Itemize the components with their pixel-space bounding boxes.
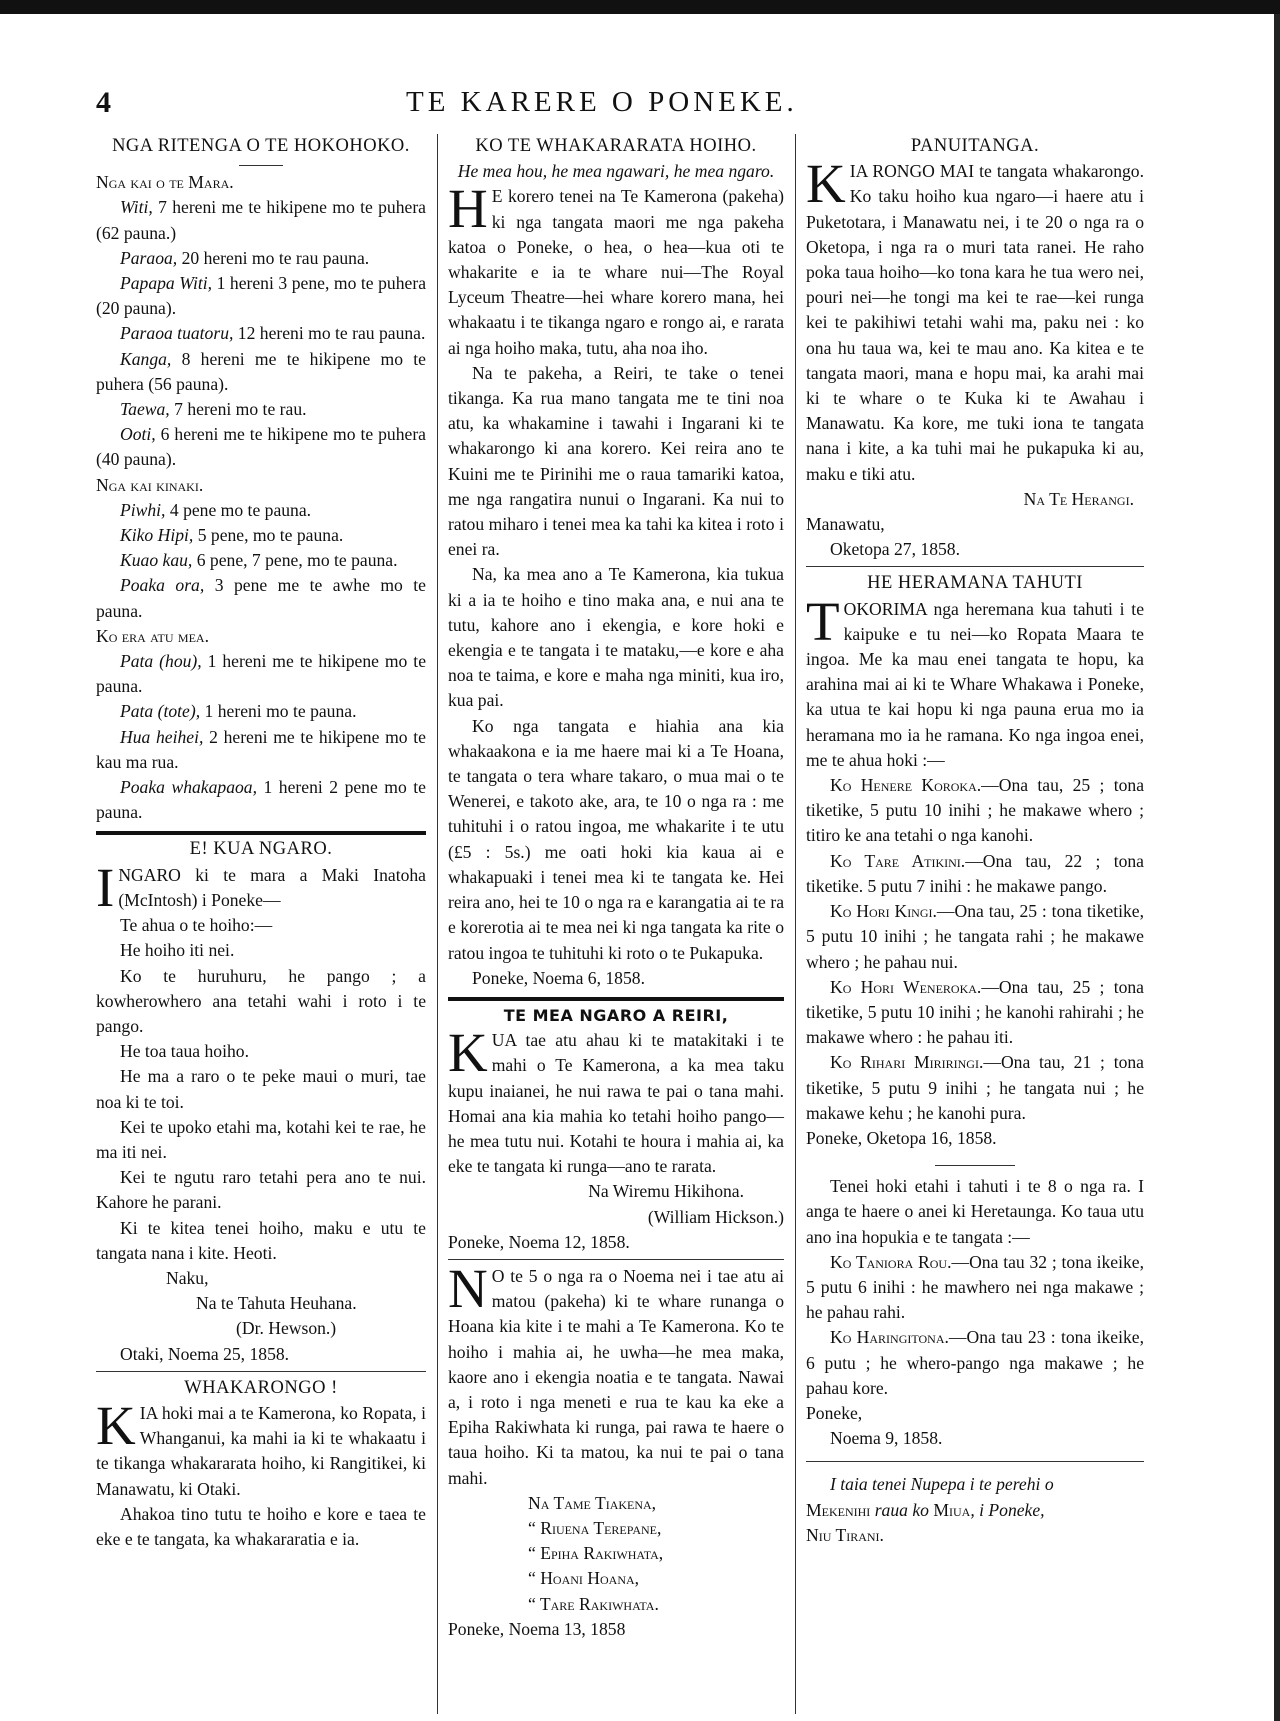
price-item-name: Ooti, <box>120 424 156 445</box>
sailor-details: —Ona tau, 21 ; tona tiketike, 5 putu 9 inihi ; he tangata nui ; he makawe kehu ; he kanohi pura. <box>806 1052 1144 1123</box>
kua-ngaro-body <box>96 913 426 1266</box>
column-1 <box>96 134 426 1552</box>
noema-signers <box>448 1491 784 1617</box>
short-rule <box>239 165 283 166</box>
noema-signer: “ Tare Rakiwhata. <box>528 1593 659 1614</box>
price-item <box>96 649 426 699</box>
whakararata-p2: Na te pakeha, a Reiri, te take o tenei tikanga. Ka rua mano tangata me te tini noa atu, ka whakamine i tawahi i Ingarani ki te whakarongo ki ana korero. Kei reira ano te Kuini me te Pirinihi me o raua tamariki katoa, me nga rangatira nunui o Ingarani. Ka nui to ratou miharo i tenei mea ka tahi ka kitea i roto i enei ra. <box>448 362 784 560</box>
imprint-name-2: Miua <box>933 1499 971 1520</box>
panuitanga-sig: Na Te Herangi. <box>1023 488 1134 509</box>
price-item-name: Witi, <box>120 197 153 218</box>
sailor-entry <box>806 773 1144 849</box>
whakararata-p1: E korero tenei na Te Kamerona (pakeha) ki nga tangata maori me nga pakeha katoa o Poneke, o hea, o hea—kua oti te whakarite e ia te whare nui—The Royal Lyceum Theatre—hei whare korero mana, hei whakaatu i te tikanga ngaro e rongo ai, e rarata ai nga hoiho maka, tutu, aha noa iho. <box>448 186 784 358</box>
imprint-text-2: raua ko <box>870 1499 934 1520</box>
heramana-p1: OKORIMA nga heremana kua tahuti i te kaipuke e tu nei—ko Ropata Maara te ingoa. Me ka mau enei tangata te hopu, ka arahina mai ai ki te Whare Whakawa i Poneke, ka utua te kai hopu ki nga pauna erua mo ia heramana mo ia he ramana. Ko nga ingoa enei, me te ahua hoki :— <box>806 598 1144 770</box>
price-item-text: 7 hereni mo te rau. <box>169 399 307 420</box>
price-item <box>96 347 426 397</box>
column-2 <box>448 134 784 1642</box>
reiri-sig-2: (William Hickson.) <box>647 1206 784 1227</box>
reiri-date: Poneke, Noema 12, 1858. <box>448 1231 630 1252</box>
price-item-text: 1 hereni 3 pene, mo te puhera (20 pauna). <box>96 273 426 319</box>
ritenga-subhead-1: Nga kai o te Mara. <box>96 172 234 193</box>
price-item-name: Poaka whakapaoa, <box>120 777 257 798</box>
price-item-name: Paraoa tuatoru, <box>120 323 234 344</box>
imprint-line-1: I taia tenei Nupepa i te perehi o <box>830 1474 1054 1495</box>
drop-cap: K <box>96 1394 136 1456</box>
tahuti2-p1: Tenei hoki etahi i tahuti i te 8 o nga ra. I anga te haere o anei ki Heretaunga. Ko taua utu ano ina hopukia e te tangata :— <box>806 1176 1144 1247</box>
reiri-p1: UA tae atu ahau ki te matakitaki i te mahi o Te Kamerona, a ka mea taku kupu inaianei, he nui rawa te pai o tana mahi. Homai ana kia mahia ko tetahi hoiho pango—he mea tutu nui. Kotahi te houra i mahia ai, ka eke te tangata ki runga—ano te rarata. <box>448 1030 784 1177</box>
whakararata-p3: Na, ka mea ano a Te Kamerona, kia tukua ki a ia te hoiho e tino maka ana, e nui ana te tutu, kahore ano i ekengia, e kore hoki e ekengia e te tangata i te mataku,—e kore e aha noa te taima, e kore e maha nga miniti, kua iro, kua pai. <box>448 564 784 711</box>
whakarongo-text-1: IA hoki mai a te Kamerona, ko Ropata, i Whanganui, ka mahi ia ki te whakaatu i te tikanga whakararata hoiho, ki Rangitikei, ki Manawatu, ki Otaki. <box>96 1402 426 1499</box>
sailor-details: —Ona tau 23 : tona ikeike, 6 putu ; he whero-pango nga makawe ; he pahau kore. <box>806 1327 1144 1398</box>
price-item <box>96 498 426 523</box>
column-3 <box>806 134 1144 1548</box>
kua-ngaro-date: Otaki, Noema 25, 1858. <box>120 1343 290 1364</box>
price-item-name: Paraoa, <box>120 247 178 268</box>
price-item-name: Papapa Witi, <box>120 273 213 294</box>
price-item-name: Poaka ora, <box>120 575 205 596</box>
drop-cap: K <box>806 153 846 215</box>
sailor-list-2 <box>806 1250 1144 1401</box>
drop-cap: T <box>806 590 840 652</box>
heramana-heading: HE HERAMANA TAHUTI <box>867 573 1083 594</box>
ritenga-subhead-2: Nga kai kinaki. <box>96 474 204 495</box>
thin-rule <box>96 1371 426 1372</box>
whakarongo-text-2: Ahakoa tino tutu te hoiho e kore e taea te eke e te tangata, ka whakararatia e ia. <box>96 1503 426 1549</box>
whakararata-p4: Ko nga tangata e hiahia ana kia whakaakona e ia me haere mai ki a Te Hoana, te tangata o tera whare takaro, o mua mai o te Wenerei, e takoto ake, ara, te 10 o nga ra : me tuhituhi i o ratou ingoa, me whakarite i te utu (£5 : 5s.) me oati hoki kia kaua ai e whakapuaki i tenei mea ki te tangata ke. Hei reira ano, hei te 10 o nga ra e karangatia ai te ra e korerotia ai te mea nei ki nga tangata ka rite o ratou ingoa te tuhituhi ki roto o te Pukapuka. <box>448 715 784 963</box>
price-item <box>96 523 426 548</box>
column-divider-2 <box>795 134 796 1714</box>
sailor-name: Ko Tare Atikini. <box>830 850 966 871</box>
page-header <box>96 86 1196 126</box>
price-item-text: 3 pene me te awhe mo te pauna. <box>96 575 426 621</box>
price-item-text: 6 hereni me te hikipene mo te puhera (40 pauna). <box>96 424 426 470</box>
tahuti2-place: Poneke, <box>806 1402 863 1423</box>
price-item-text: 1 hereni 2 pene mo te pauna. <box>96 777 426 823</box>
price-item-text: 1 hereni mo te pauna. <box>200 701 357 722</box>
sailor-list-1 <box>806 773 1144 1126</box>
drop-cap: N <box>448 1257 488 1319</box>
sailor-name: Ko Rihari Miriringi. <box>830 1052 984 1073</box>
sailor-details: —Ona tau 32 ; tona ikeike, 5 putu 6 inihi : he mawhero nei nga makawe ; he pahau rahi. <box>806 1251 1144 1323</box>
sailor-entry <box>806 1050 1144 1126</box>
price-item <box>96 397 426 422</box>
sailor-name: Ko Hori Kingi. <box>830 901 937 922</box>
drop-cap: H <box>448 178 488 240</box>
imprint-place: Niu Tirani. <box>806 1524 884 1545</box>
kua-ngaro-sig-2: Na te Tahuta Heuhana. <box>196 1293 357 1314</box>
noema-signer: “ Hoani Hoana, <box>528 1568 640 1589</box>
heramana-date: Poneke, Oketopa 16, 1858. <box>806 1127 997 1148</box>
panuitanga-heading: PANUITANGA. <box>910 136 1040 156</box>
price-item-name: Pata (tote), <box>120 701 201 722</box>
sailor-entry <box>806 849 1144 899</box>
price-list-2 <box>96 498 426 624</box>
price-item <box>96 699 426 724</box>
price-item-text: 8 hereni me te hikipene mo te puhera (56 pauna). <box>96 348 426 394</box>
price-item-name: Piwhi, <box>120 499 166 520</box>
price-item <box>96 422 426 472</box>
price-item-text: 1 hereni me te hikipene mo te pauna. <box>96 651 426 697</box>
noema-signer: “ Riuena Terepane, <box>528 1517 662 1538</box>
thin-rule <box>806 566 1144 567</box>
sailor-entry <box>806 975 1144 1051</box>
kua-ngaro-line: Ki te kitea tenei hoiho, maku e utu te tangata nana i kite. Heoti. <box>96 1217 426 1263</box>
kua-ngaro-intro: NGARO ki te mara a Maki Inatoha (McIntosh) i Poneke— <box>118 864 426 910</box>
price-item-name: Kanga, <box>120 348 172 369</box>
price-item-text: 20 hereni mo te rau pauna. <box>177 247 370 268</box>
price-item <box>96 246 426 271</box>
kua-ngaro-line: He ma a raro o te peke maui o muri, tae noa ki te toi. <box>96 1066 426 1112</box>
kua-ngaro-line: He toa taua hoiho. <box>120 1041 249 1062</box>
noema-date: Poneke, Noema 13, 1858 <box>448 1618 626 1639</box>
whakararata-heading: KO TE WHAKARARATA HOIHO. <box>475 136 757 156</box>
whakararata-date: Poneke, Noema 6, 1858. <box>472 967 645 988</box>
drop-cap: I <box>96 856 115 918</box>
kua-ngaro-heading: E! KUA NGARO. <box>189 839 333 860</box>
price-list-3 <box>96 649 426 825</box>
price-item <box>96 573 426 623</box>
price-item-name: Kiko Hipi, <box>120 525 194 546</box>
price-item-text: 12 hereni mo te rau pauna. <box>233 323 426 344</box>
kua-ngaro-line: Kei te ngutu raro tetahi pera ano te nui. Kahore he parani. <box>96 1167 426 1213</box>
sailor-entry <box>806 899 1144 975</box>
price-item-name: Kuao kau, <box>120 550 193 571</box>
sailor-details: —Ona tau, 25 ; tona tiketike, 5 putu 10 inihi ; he makawe whero ; titiro ke ana tetahi o nga kanohi. <box>806 775 1144 846</box>
price-item <box>96 195 426 245</box>
price-item-name: Taewa, <box>120 399 170 420</box>
ritenga-heading: NGA RITENGA O TE HOKOHOKO. <box>112 136 410 156</box>
price-item <box>96 321 426 346</box>
noema-signer: Na Tame Tiakena, <box>528 1492 657 1513</box>
price-item <box>96 725 426 775</box>
top-edge-bar <box>0 0 1280 14</box>
sailor-details: —Ona tau, 25 ; tona tiketike, 5 putu 10 inihi ; he kanohi rahirahi ; he makawe whero : he pahau iti. <box>806 976 1144 1048</box>
column-divider-1 <box>437 134 438 1714</box>
sailor-name: Ko Haringitona. <box>830 1327 949 1348</box>
panuitanga-place: Manawatu, <box>806 514 885 535</box>
imprint-text-3: , i Poneke, <box>970 1499 1045 1520</box>
page-number: 4 <box>96 86 111 119</box>
price-item-name: Hua heihei, <box>120 726 204 747</box>
price-item <box>96 548 426 573</box>
sailor-entry <box>806 1325 1144 1401</box>
price-item <box>96 271 426 321</box>
newspaper-title: TE KARERE O PONEKE. <box>406 86 798 118</box>
sailor-name: Ko Taniora Rou. <box>830 1251 952 1272</box>
ritenga-subhead-3: Ko era atu mea. <box>96 625 209 646</box>
price-item-text: 7 hereni me te hikipene mo te puhera (62 pauna.) <box>96 197 426 243</box>
kua-ngaro-line: Kei te upoko etahi ma, kotahi kei te rae, he ma iti nei. <box>96 1116 426 1162</box>
kua-ngaro-sig-3: (Dr. Hewson.) <box>236 1318 337 1339</box>
reiri-heading: TE MEA NGARO A REIRI, <box>503 1005 729 1025</box>
noema-p1: O te 5 o nga ra o Noema nei i tae atu ai matou (pakeha) ki te whare runanga o Hoana kia kite i te mahi a Te Kamerona. Ko te hoiho i mahia ai, he uwha—he mea maka, kaore ano i ekengia noatia e te tangata. Nawai a, i roto i nga meneti e rua te kau ka eke a Epiha Rakiwhata ki runga, pai rawa te haere o taua hoiho. Ki ta matou, ka nui te pai o tana mahi. <box>448 1265 784 1488</box>
sailor-name: Ko Henere Koroka. <box>830 775 982 796</box>
price-list-1 <box>96 195 426 472</box>
price-item-text: 4 pene mo te pauna. <box>165 499 312 520</box>
kua-ngaro-line: He hoiho iti nei. <box>120 940 235 961</box>
sailor-details: —Ona tau, 25 : tona tiketike, 5 putu 10 inihi ; he tangata rahi ; he makawe whero ; he pahau nui. <box>806 901 1145 972</box>
price-item <box>96 775 426 825</box>
kua-ngaro-line: Te ahua o te hoiho:— <box>120 915 273 936</box>
whakararata-subhead: He mea hou, he mea ngawari, he mea ngaro. <box>457 161 775 182</box>
thick-rule <box>448 997 784 1001</box>
drop-cap: K <box>448 1022 488 1084</box>
sailor-name: Ko Hori Weneroka. <box>830 976 982 997</box>
thin-rule <box>448 1259 784 1260</box>
short-rule <box>935 1165 1015 1166</box>
reiri-sig-1: Na Wiremu Hikihona. <box>588 1181 744 1202</box>
kua-ngaro-sig-1: Naku, <box>166 1267 209 1288</box>
panuitanga-date: Oketopa 27, 1858. <box>830 539 960 560</box>
imprint-name-1: Mekenihi <box>806 1499 871 1520</box>
kua-ngaro-line: Ko te huruhuru, he pango ; a kowherowhero ana tetahi wahi i roto i te pango. <box>96 965 426 1036</box>
price-item-name: Pata (hou), <box>120 651 202 672</box>
whakarongo-heading: WHAKARONGO ! <box>184 1377 338 1398</box>
price-item-text: 6 pene, 7 pene, mo te pauna. <box>192 550 398 571</box>
panuitanga-p1: IA RONGO MAI te tangata whakarongo. Ko taku hoiho kua ngaro—i haere atu i Puketotara, i Manawatu nei, i te 20 o nga ra o Oketopa, i nga ra o muri tata ranei. He raho poka taua hoiho—ko tona kara he tua wero nei, pouri nei—he tongi ma kei te rae—kei runga kei te pakihiwi tetahi wahi ma, paku nei : ko ona hu taua wa, kei te mau ano. Ka kitea e te tangata maori, mana e hopu mai, ka arahi mai ki te whare o te Kuka ki te Awahau i Manawatu. Ka kore, me tuki iona te tangata nana i kite, a ka tuhi mai he pukapuka ki au, maku e tiki atu. <box>806 161 1144 484</box>
sailor-entry <box>806 1250 1144 1326</box>
price-item-text: 5 pene, mo te pauna. <box>193 525 344 546</box>
thin-rule <box>806 1461 1144 1462</box>
sailor-details: —Ona tau, 22 ; tona tiketike. 5 putu 7 inihi : he makawe pango. <box>806 850 1144 896</box>
thick-rule <box>96 831 426 835</box>
tahuti2-date: Noema 9, 1858. <box>830 1428 943 1449</box>
right-edge-bar <box>1274 14 1280 1721</box>
noema-signer: “ Epiha Rakiwhata, <box>528 1543 664 1564</box>
price-item-text: 2 hereni me te hikipene mo te kau ma rua. <box>96 726 426 772</box>
